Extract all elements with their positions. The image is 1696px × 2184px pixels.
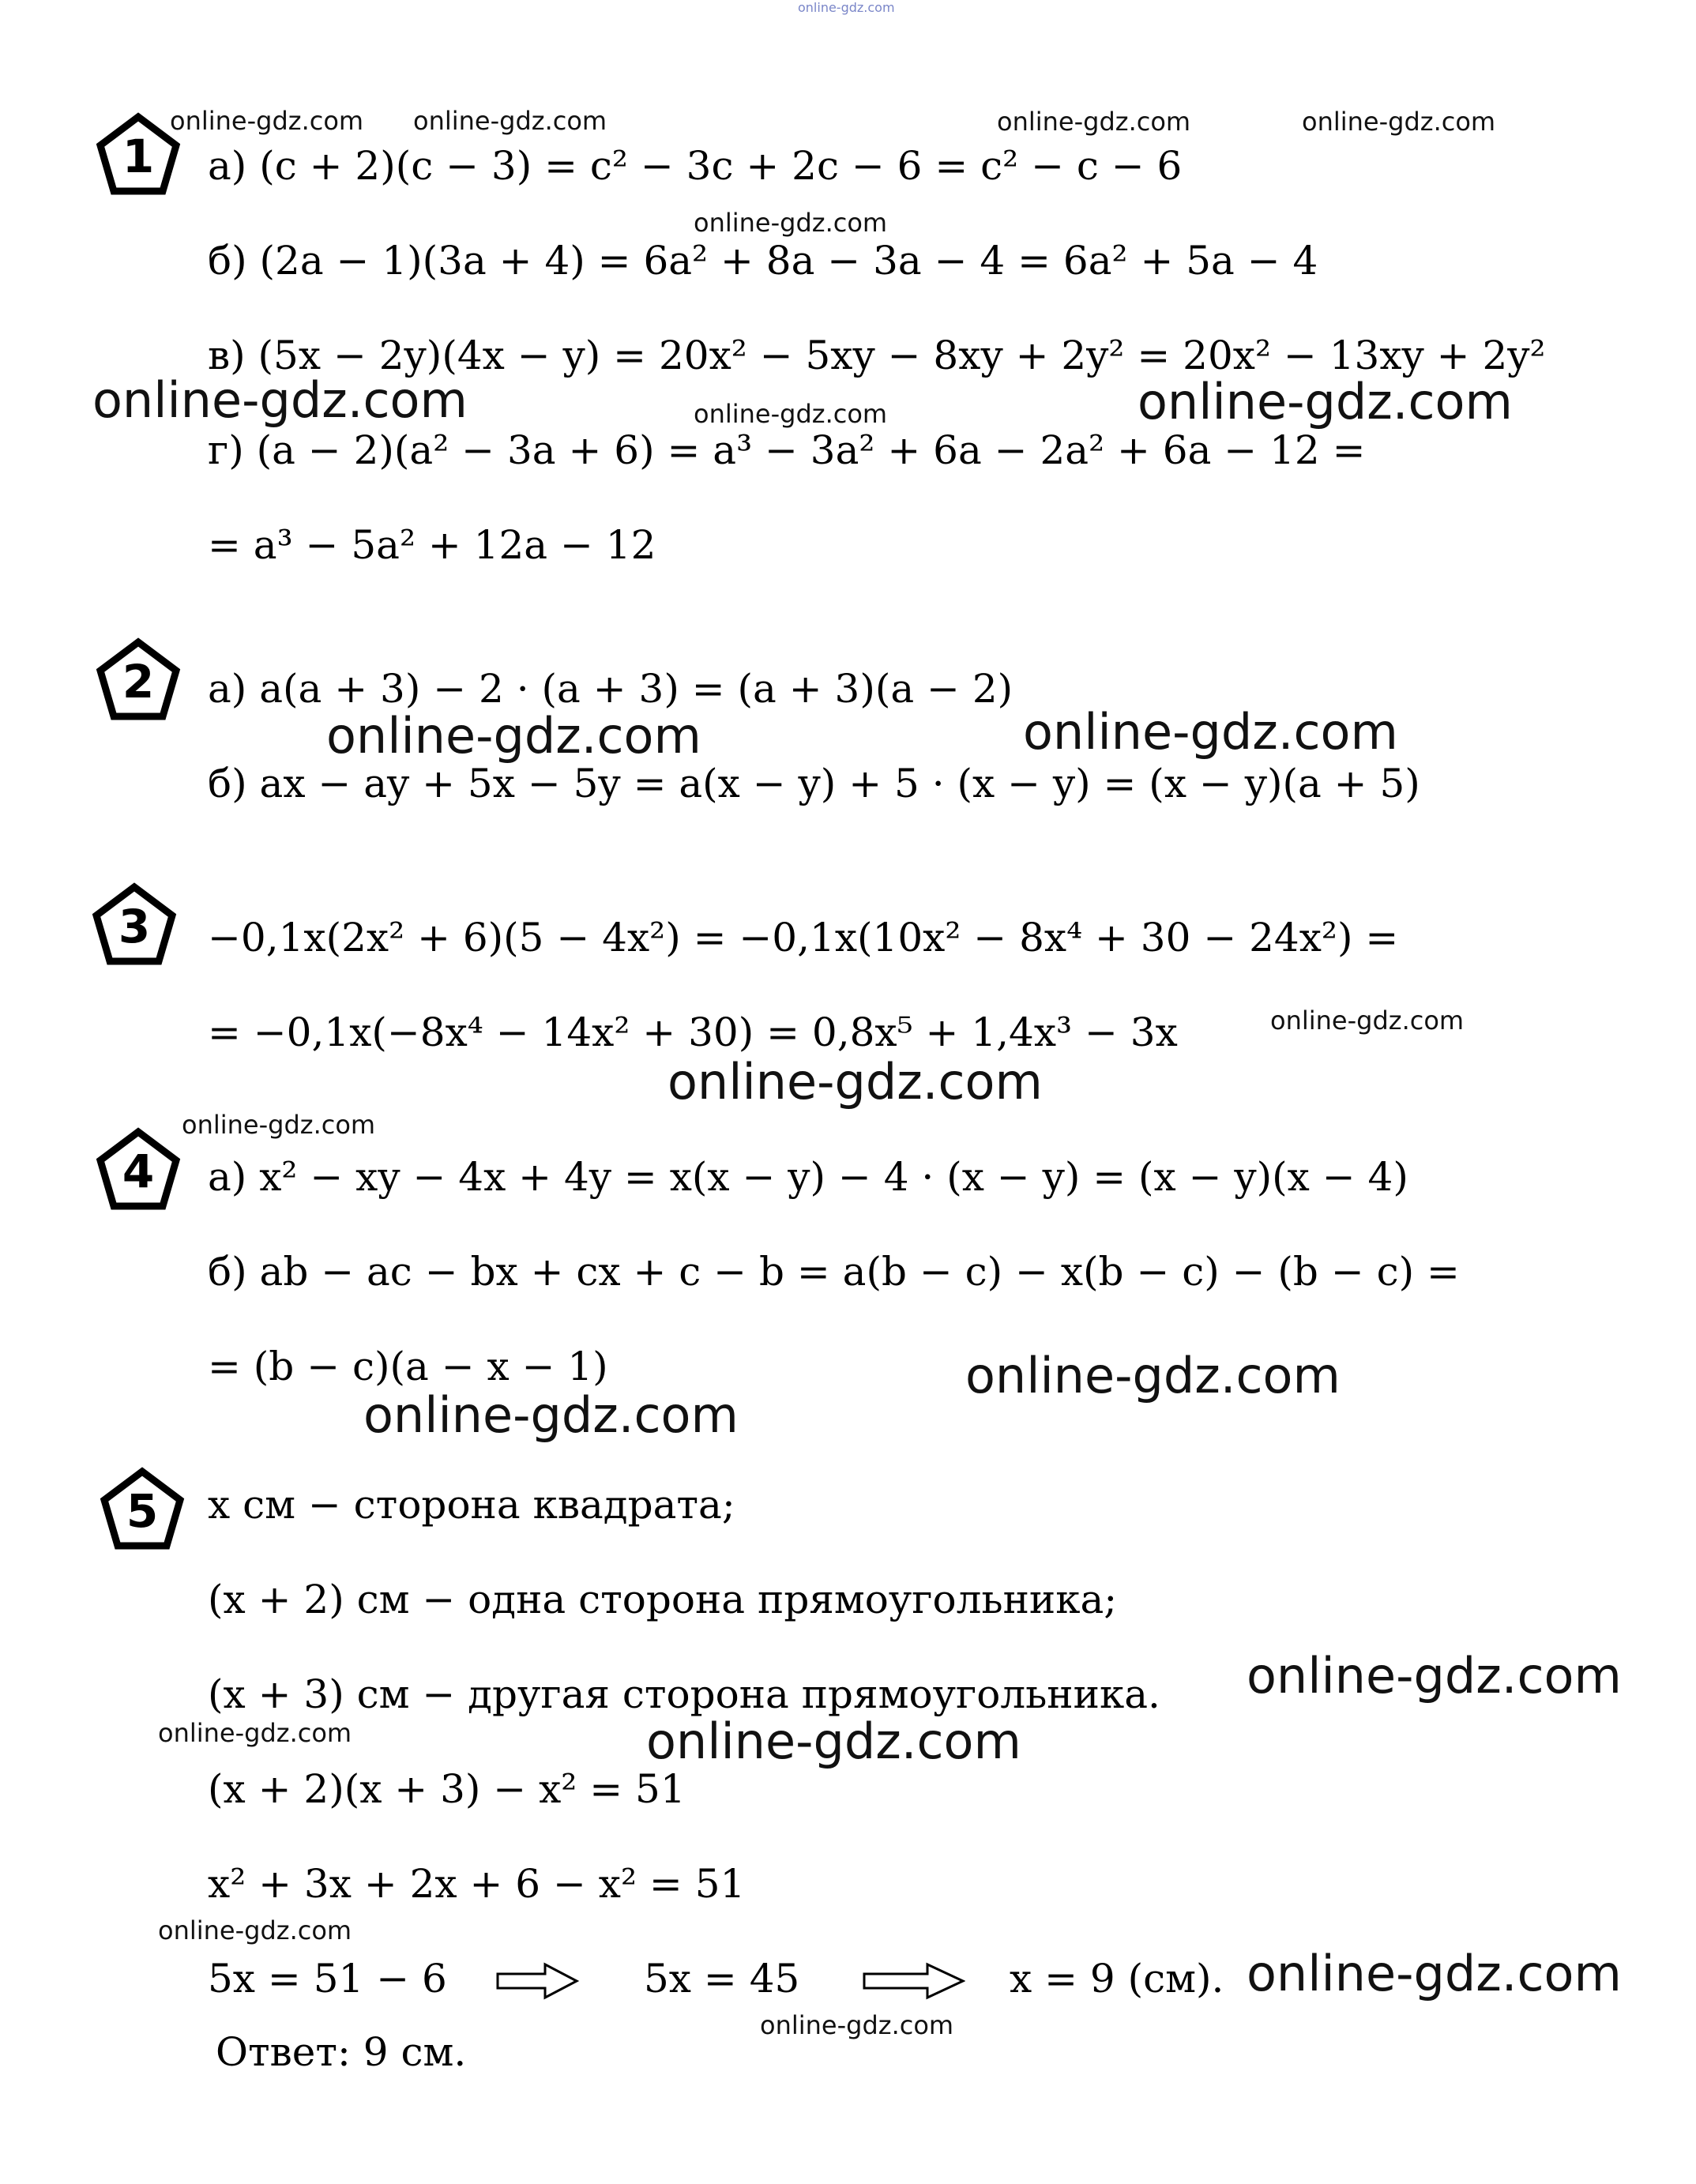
watermark: online-gdz.com [1023, 703, 1398, 761]
watermark: online-gdz.com [413, 106, 607, 136]
task-5-line-3: (x + 3) см − другая сторона прямоугольника. [208, 1671, 1160, 1717]
watermark: online-gdz.com [1247, 1647, 1622, 1705]
watermark: online-gdz.com [1302, 107, 1496, 137]
task-number: 1 [122, 130, 155, 183]
task-5-chain-step-2: 5x = 45 [644, 1956, 800, 2002]
task-3-line-1: −0,1x(2x² + 6)(5 − 4x²) = −0,1x(10x² − 8x⁴ + 30 − 24x²) = [208, 915, 1399, 960]
task-number: 5 [126, 1484, 159, 1538]
task-number: 2 [122, 655, 155, 709]
pentagon-icon [91, 881, 178, 968]
watermark: online-gdz.com [1138, 373, 1513, 430]
watermark: online-gdz.com [326, 707, 701, 765]
watermark: online-gdz.com [158, 1915, 352, 1945]
task-1-line-g: г) (a − 2)(a² − 3a + 6) = a³ − 3a² + 6a − 2a² + 6a − 12 = [208, 427, 1366, 473]
task-5-chain-step-1: 5x = 51 − 6 [208, 1956, 447, 2002]
answer-text: Ответ: 9 см. [216, 2029, 467, 2075]
task-5-line-5: x² + 3x + 2x + 6 − x² = 51 [208, 1861, 746, 1907]
pentagon-icon [95, 111, 182, 197]
watermark: online-gdz.com [694, 399, 888, 429]
watermark: online-gdz.com [182, 1110, 376, 1140]
pentagon-icon [95, 636, 182, 723]
task-2-line-a: а) a(a + 3) − 2 · (a + 3) = (a + 3)(a − 2) [208, 666, 1013, 712]
watermark: online-gdz.com [646, 1712, 1021, 1770]
task-number-badge [99, 1465, 186, 1552]
watermark: online-gdz.com [997, 107, 1191, 137]
watermark: online-gdz.com [1270, 1006, 1465, 1036]
task-1-line-v: в) (5x − 2y)(4x − y) = 20x² − 5xy − 8xy + 2y² = 20x² − 13xy + 2y² [208, 333, 1546, 378]
task-number-badge [95, 111, 182, 197]
watermark: online-gdz.com [694, 208, 888, 238]
watermark: online-gdz.com [170, 106, 364, 136]
task-4-line-b-cont: = (b − c)(a − x − 1) [208, 1344, 608, 1389]
watermark: online-gdz.com [760, 2010, 954, 2040]
task-2-line-b: б) ax − ay + 5x − 5y = a(x − y) + 5 · (x − y) = (x − y)(a + 5) [208, 761, 1420, 806]
pentagon-icon [95, 1126, 182, 1212]
watermark: online-gdz.com [667, 1053, 1043, 1111]
task-number-badge [91, 881, 178, 968]
task-5-line-2: (x + 2) см − одна сторона прямоугольника; [208, 1577, 1118, 1622]
watermark: online-gdz.com [158, 1718, 352, 1748]
task-1-line-g-cont: = a³ − 5a² + 12a − 12 [208, 522, 656, 568]
implies-arrow-icon [863, 1962, 965, 2003]
task-5-line-4: (x + 2)(x + 3) − x² = 51 [208, 1766, 686, 1812]
pentagon-icon [99, 1465, 186, 1552]
task-5-line-1: x см − сторона квадрата; [208, 1482, 735, 1528]
watermark: online-gdz.com [1247, 1945, 1622, 2002]
top-watermark: online-gdz.com [798, 0, 895, 15]
task-3-line-2: = −0,1x(−8x⁴ − 14x² + 30) = 0,8x⁵ + 1,4x³ − 3x [208, 1009, 1178, 1055]
implies-arrow-icon [496, 1962, 579, 2003]
task-number-badge [95, 1126, 182, 1212]
task-4-line-a: а) x² − xy − 4x + 4y = x(x − y) − 4 · (x − y) = (x − y)(x − 4) [208, 1154, 1408, 1200]
task-1-line-b: б) (2a − 1)(3a + 4) = 6a² + 8a − 3a − 4 = 6a² + 5a − 4 [208, 238, 1318, 284]
task-number: 3 [118, 900, 151, 953]
task-number: 4 [122, 1145, 155, 1198]
watermark: online-gdz.com [965, 1347, 1341, 1404]
watermark: online-gdz.com [363, 1386, 739, 1444]
task-4-line-b: б) ab − ac − bx + cx + c − b = a(b − c) − x(b − c) − (b − c) = [208, 1249, 1460, 1295]
task-1-line-a: а) (c + 2)(c − 3) = c² − 3c + 2c − 6 = c² − c − 6 [208, 143, 1183, 189]
task-number-badge [95, 636, 182, 723]
watermark: online-gdz.com [92, 371, 468, 429]
task-5-chain-step-3: x = 9 (см). [1010, 1956, 1224, 2002]
